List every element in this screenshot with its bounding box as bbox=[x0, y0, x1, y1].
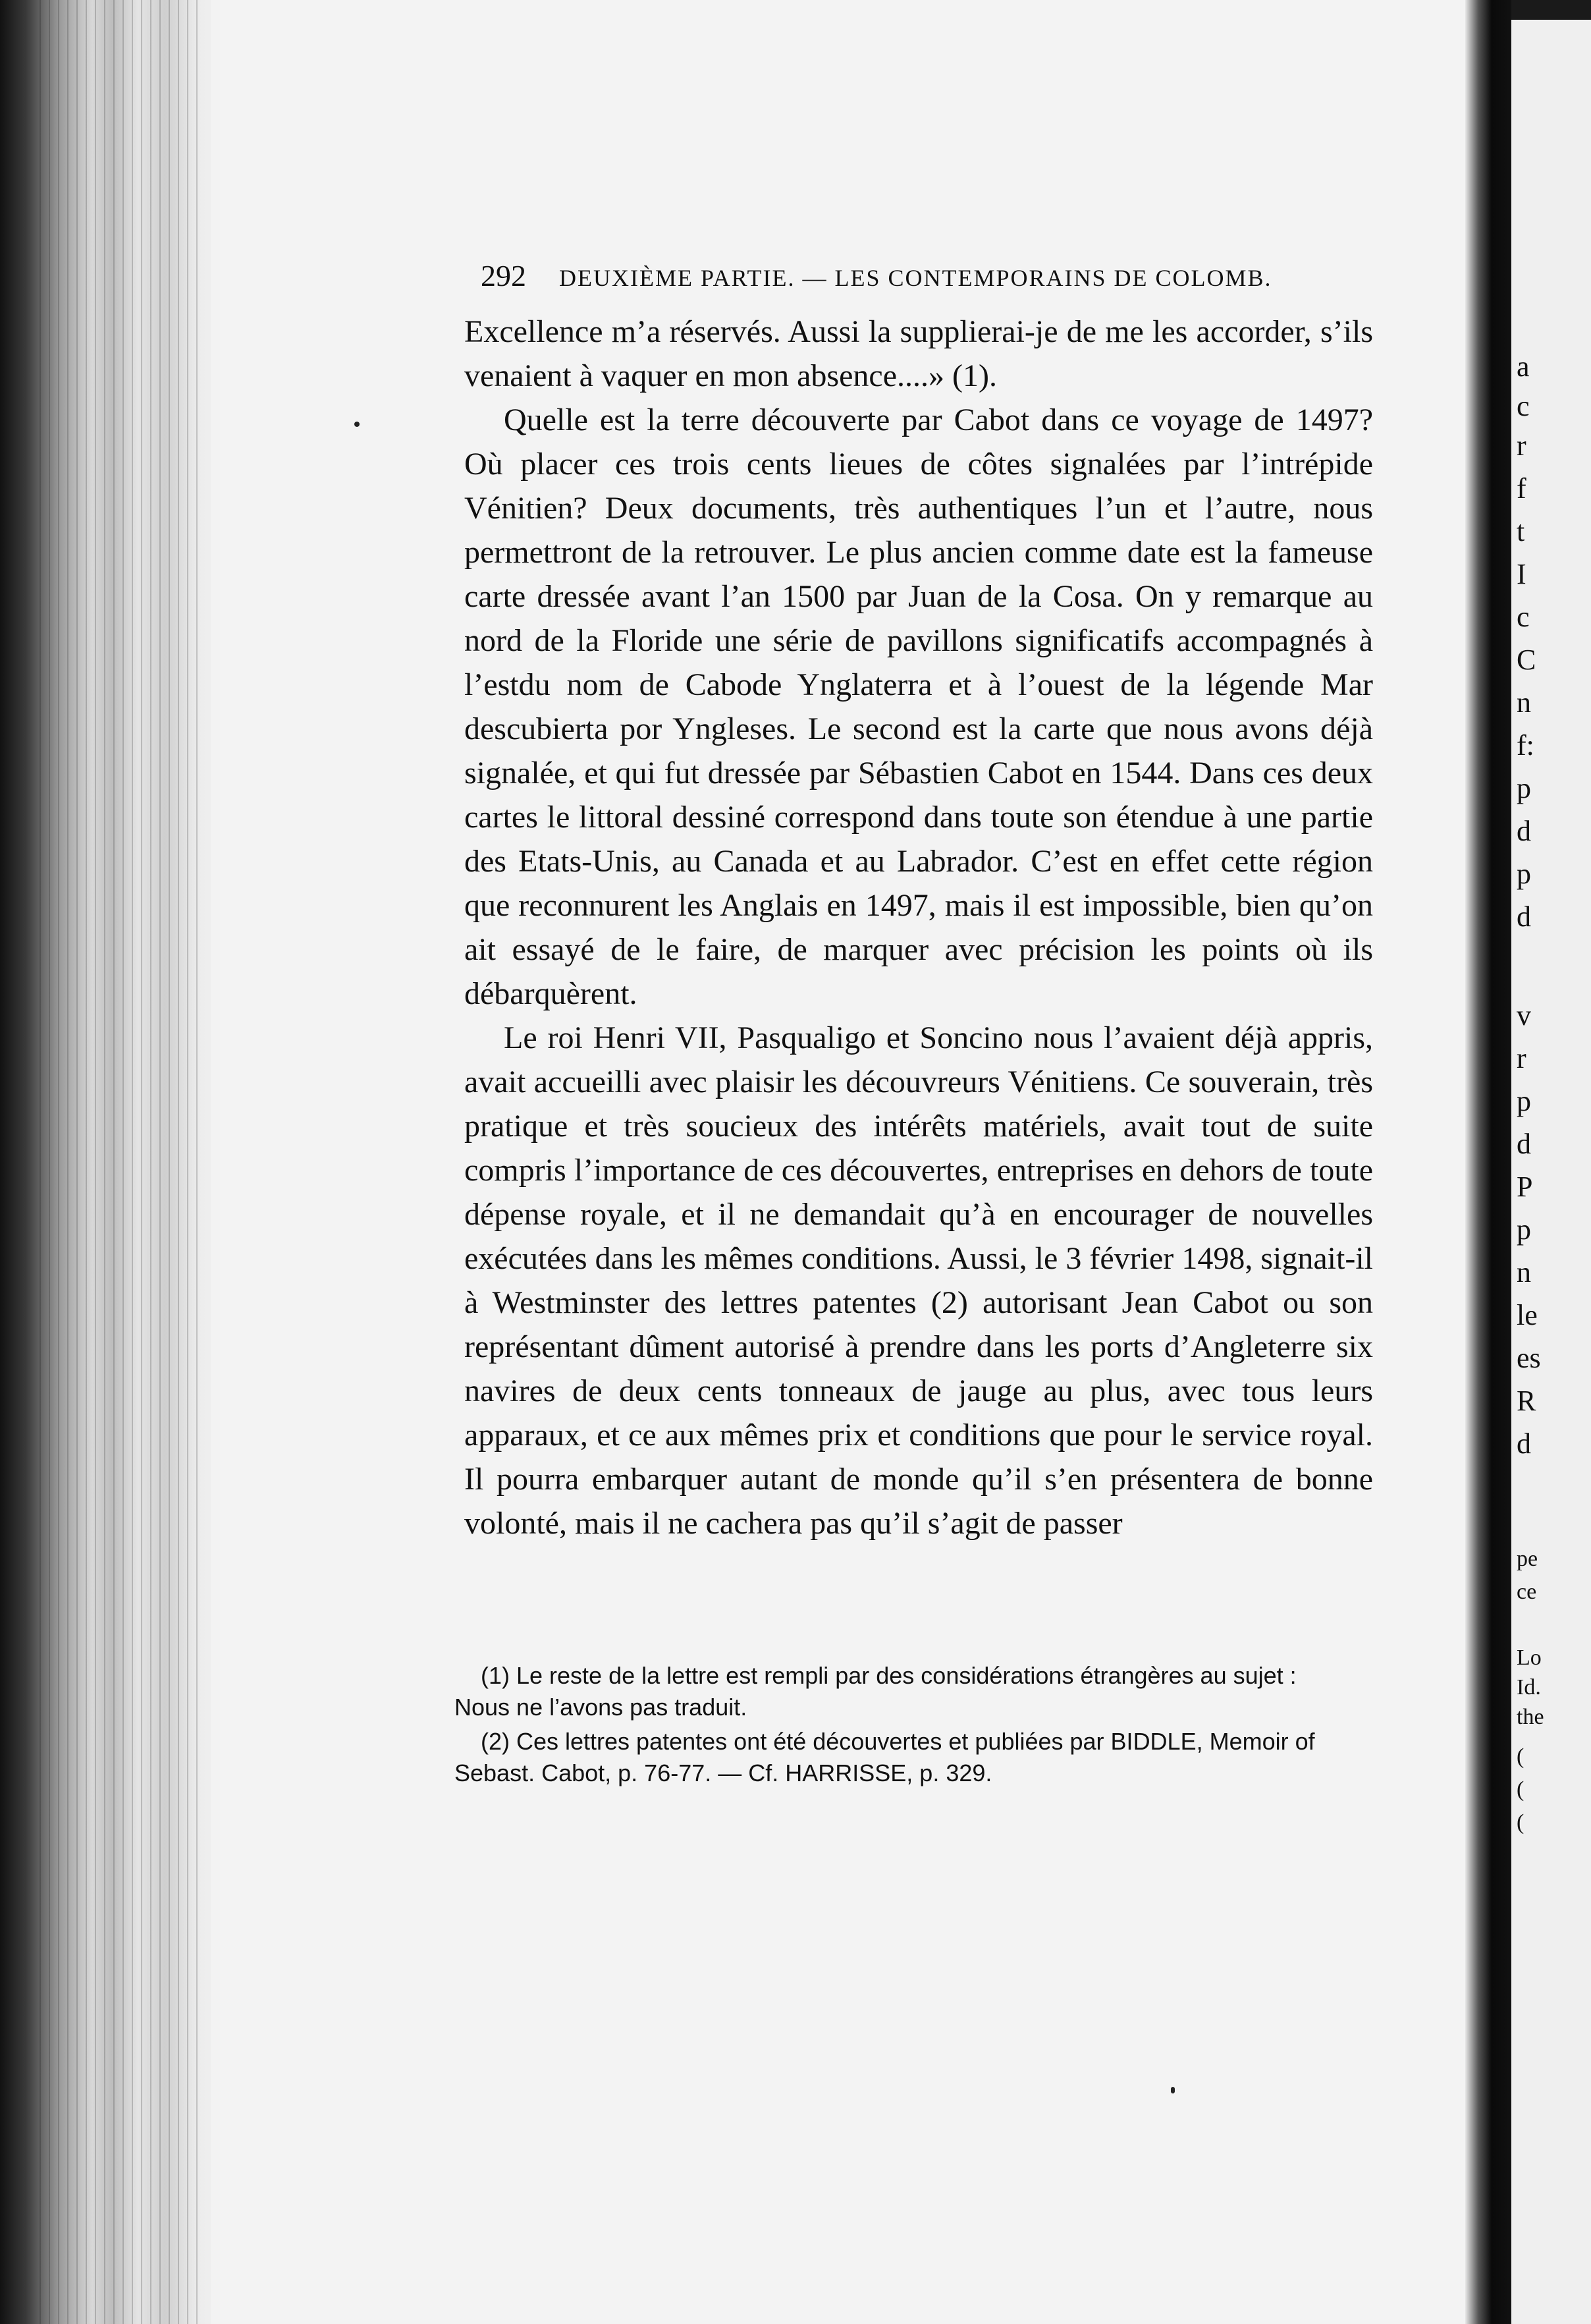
fragment: Id. bbox=[1517, 1675, 1541, 1700]
fragment: t bbox=[1517, 515, 1525, 547]
fragment: the bbox=[1517, 1705, 1544, 1729]
fragment: d bbox=[1517, 900, 1531, 933]
fragment: ( bbox=[1517, 1744, 1524, 1769]
footnote: (2) Ces lettres patentes ont été découvertes et publiées par BIDDLE, Memoir of Sebast. Cabot, p. 76-77. — Cf. HARRISSE, p. 329. bbox=[454, 1728, 1315, 1786]
fragment: le bbox=[1517, 1299, 1538, 1331]
fragment: pe bbox=[1517, 1547, 1538, 1571]
fragment: p bbox=[1517, 772, 1531, 804]
fragment: P bbox=[1517, 1171, 1533, 1203]
footnotes bbox=[454, 1660, 1350, 1792]
running-title: DEUXIÈME PARTIE. — LES CONTEMPORAINS DE COLOMB. bbox=[559, 265, 1272, 291]
fragment: R bbox=[1517, 1385, 1536, 1417]
fragment: c bbox=[1517, 390, 1530, 422]
speck bbox=[1171, 2087, 1175, 2093]
fragment: d bbox=[1517, 815, 1531, 847]
page-edges bbox=[40, 0, 204, 2324]
fragment: p bbox=[1517, 1085, 1531, 1117]
fragment: f: bbox=[1517, 729, 1534, 761]
paragraph: Quelle est la terre découverte par Cabot dans ce voyage de 1497? Où placer ces trois cents lieues de côtes signalées par l’intrépide Vénitien? Deux documents, très authentiques l’un et l’autre, nous permettront de la retrouver. Le plus ancien comme date est la fameuse carte dressée avant l’an 1500 par Juan de la Cosa. On y remarque au nord de la Floride une série de pavillons significatifs accompagnés à l’estdu nom de Cabode Ynglaterra et à l’ouest de la légende Mar descubierta por Yngleses. Le second est la carte que nous avons déjà signalée, et qui fut dressée par Sébastien Cabot en 1544. Dans ces deux cartes le littoral dessiné correspond dans toute son étendue à une partie des Etats-Unis, au Canada et au Labrador. C’est en effet cette région que reconnurent les Anglais en 1497, mais il est impossible, bien qu’on ait essayé de le faire, de marquer avec précision les points où ils débarquèrent. bbox=[464, 402, 1373, 1011]
fragment: ( bbox=[1517, 1777, 1524, 1802]
fragment: ce bbox=[1517, 1580, 1537, 1604]
fragment: C bbox=[1517, 644, 1536, 676]
fragment: I bbox=[1517, 558, 1526, 590]
fragment: ( bbox=[1517, 1810, 1524, 1835]
speck bbox=[354, 422, 360, 427]
fragment: f bbox=[1517, 472, 1526, 505]
body-text bbox=[464, 310, 1373, 1545]
fragment: v bbox=[1517, 999, 1531, 1032]
running-header bbox=[481, 258, 1376, 293]
fragment: c bbox=[1517, 601, 1530, 633]
fragment: r bbox=[1517, 429, 1526, 462]
fragment: es bbox=[1517, 1342, 1541, 1374]
paragraph: Le roi Henri VII, Pasqualigo et Soncino nous l’avaient déjà appris, avait accueilli avec plaisir les découvreurs Vénitiens. Ce souverain, très pratique et très soucieux des intérêts matériels, avait tout de suite compris l’importance de ces découvertes, entreprises en dehors de toute dépense royale, et il ne demandait qu’à en encourager de nouvelles exécutées dans les mêmes conditions. Aussi, le 3 février 1498, signait-il à Westminster des lettres patentes (2) autorisant Jean Cabot ou son représentant dûment autorisé à prendre dans les ports d’Angleterre six navires de deux cents tonneaux de jauge au plus, avec tous leurs apparaux, et ce aux mêmes prix et conditions que pour le service royal. Il pourra embarquer autant de monde qu’il s’en présentera de bonne volonté, mais il ne cachera pas qu’il s’agit de passer bbox=[464, 1020, 1373, 1541]
fragment: r bbox=[1517, 1042, 1526, 1074]
fragment: d bbox=[1517, 1128, 1531, 1160]
footnote: (1) Le reste de la lettre est rempli par des considérations étrangères au sujet : Nous ne l’avons pas traduit. bbox=[454, 1662, 1297, 1721]
fragment: n bbox=[1517, 1256, 1531, 1288]
fragment: Lo bbox=[1517, 1646, 1542, 1670]
gutter-shadow bbox=[1465, 0, 1511, 2324]
next-page-edge bbox=[1511, 20, 1591, 2324]
fragment: n bbox=[1517, 686, 1531, 719]
fragment: p bbox=[1517, 1213, 1531, 1246]
fragment: d bbox=[1517, 1427, 1531, 1460]
fragment: p bbox=[1517, 858, 1531, 890]
page-number: 292 bbox=[481, 259, 526, 292]
paragraph: Excellence m’a réservés. Aussi la supplierai-je de me les accorder, s’ils venaient à vaquer en mon absence....» (1). bbox=[464, 314, 1373, 393]
fragment: a bbox=[1517, 350, 1530, 383]
